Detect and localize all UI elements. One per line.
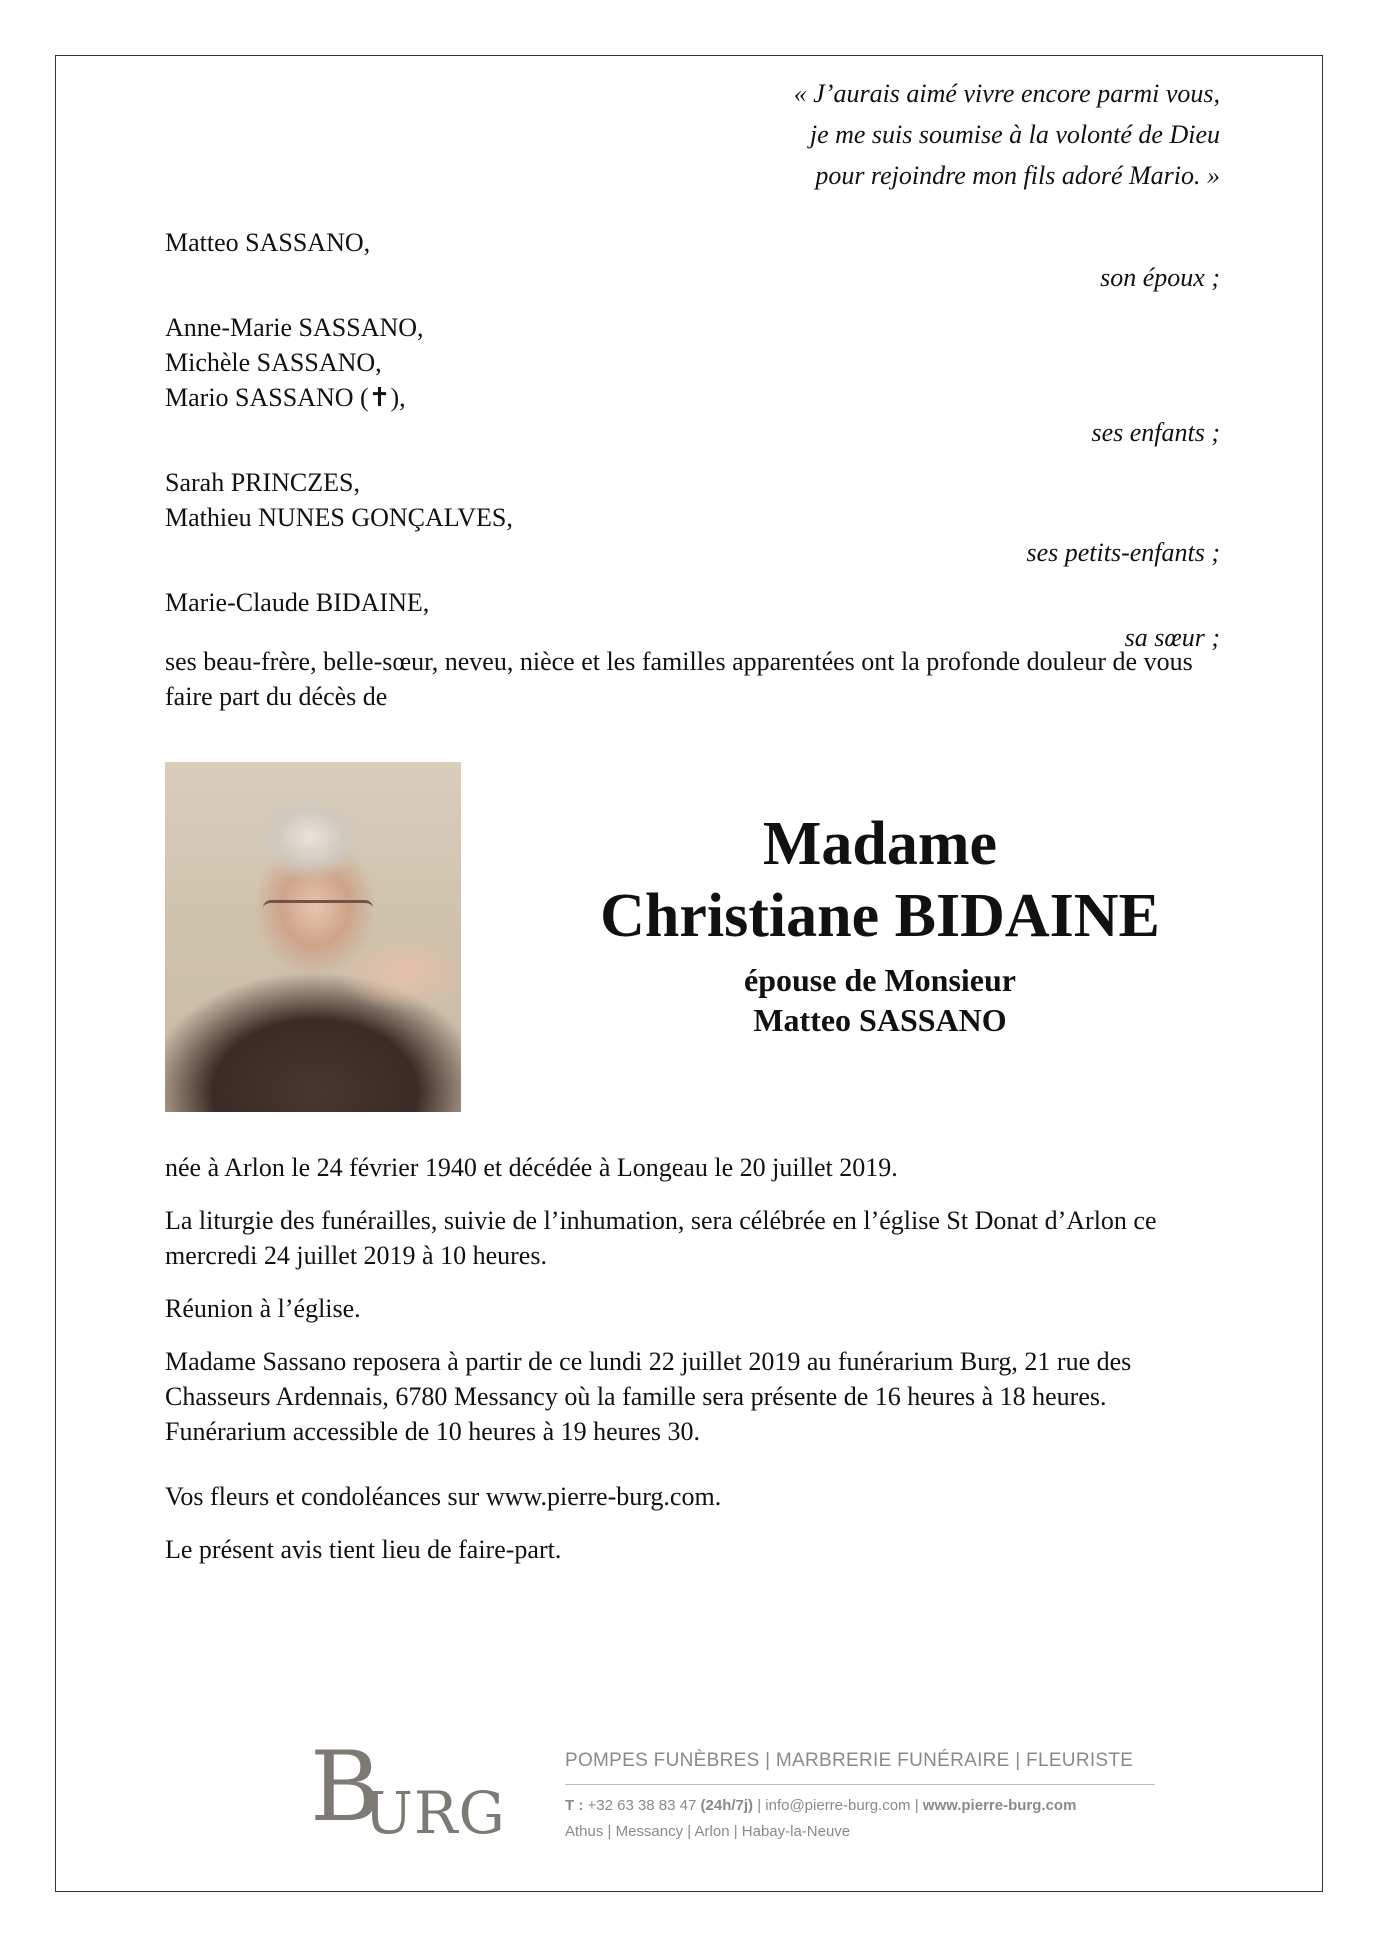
visitation-text: Madame Sassano reposera à partir de ce lundi 22 juillet 2019 au funérarium Burg, 21 rue des Chasseurs Ardennais, 6780 Messancy où la famille sera présente de 16 heures à 18 heures. Funérarium accessible de 10 heures à 19 heures 30.	[165, 1347, 1132, 1446]
family-relation: son époux ;	[1100, 263, 1220, 292]
family-name: Michèle SASSANO,	[165, 348, 382, 377]
logo-letter-b: B	[310, 1731, 381, 1843]
quote-line: « J’aurais aimé vivre encore parmi vous,	[793, 79, 1220, 108]
deceased-title: Madame	[762, 810, 998, 878]
portrait-glasses-shape	[263, 900, 373, 922]
family-relation: ses enfants ;	[1091, 418, 1220, 447]
quote-line: pour rejoindre mon fils adoré Mario. »	[815, 161, 1220, 190]
quote-line: je me suis soumise à la volonté de Dieu	[809, 120, 1220, 149]
family-name: Sarah PRINCZES,	[165, 468, 360, 497]
family-relation: sa sœur ;	[1124, 623, 1220, 652]
family-name: Mario SASSANO (✝),	[165, 383, 406, 412]
deceased-portrait-photo	[165, 762, 461, 1112]
family-list	[165, 225, 1220, 655]
phone-hours: (24h/7j)	[700, 1797, 754, 1814]
notice-text: Le présent avis tient lieu de faire-part.	[165, 1535, 562, 1564]
family-name: Anne-Marie SASSANO,	[165, 313, 424, 342]
phone-number: +32 63 38 83 47	[583, 1797, 701, 1814]
birth-death-text: née à Arlon le 24 février 1940 et décédée à Longeau le 20 juillet 2019.	[165, 1153, 898, 1182]
family-relation: ses petits-enfants ;	[1026, 538, 1220, 567]
liturgy-text: La liturgie des funérailles, suivie de l’inhumation, sera célébrée en l’église St Donat d’Arlon ce mercredi 24 juillet 2019 à 10 heures.	[165, 1206, 1157, 1270]
meeting-text: Réunion à l’église.	[165, 1294, 361, 1323]
family-name: Matteo SASSANO,	[165, 228, 371, 257]
logo-letters-urg: URG	[364, 1779, 506, 1847]
epigraph-quote	[0, 73, 1220, 196]
funeral-details	[165, 1150, 1220, 1585]
flowers-text: Vos fleurs et condoléances sur www.pierre-burg.com.	[165, 1482, 722, 1511]
website-link[interactable]: www.pierre-burg.com	[922, 1797, 1077, 1814]
spouse-line: épouse de Monsieur	[744, 962, 1016, 998]
phone-label: T :	[565, 1797, 584, 1814]
funeral-home-footer	[310, 1731, 1160, 1850]
spouse-name: Matteo SASSANO	[753, 1002, 1007, 1038]
burg-logo	[310, 1731, 510, 1850]
email-address: | info@pierre-burg.com |	[753, 1797, 923, 1814]
deceased-heading	[500, 808, 1260, 1040]
deceased-name: Christiane BIDAINE	[600, 882, 1160, 950]
towns-line: Athus | Messancy | Arlon | Habay-la-Neuve	[565, 1823, 851, 1840]
services-line: POMPES FUNÈBRES | MARBRERIE FUNÉRAIRE | FLEURISTE	[565, 1748, 1155, 1785]
family-name: Marie-Claude BIDAINE,	[165, 588, 430, 617]
contact-line	[565, 1795, 1155, 1817]
family-name: Mathieu NUNES GONÇALVES,	[165, 503, 513, 532]
announcement-text: ses beau-frère, belle-sœur, neveu, nièce et les familles apparentées ont la profonde douleur de vous faire part du décès de	[165, 647, 1193, 711]
footer-info	[565, 1748, 1155, 1843]
